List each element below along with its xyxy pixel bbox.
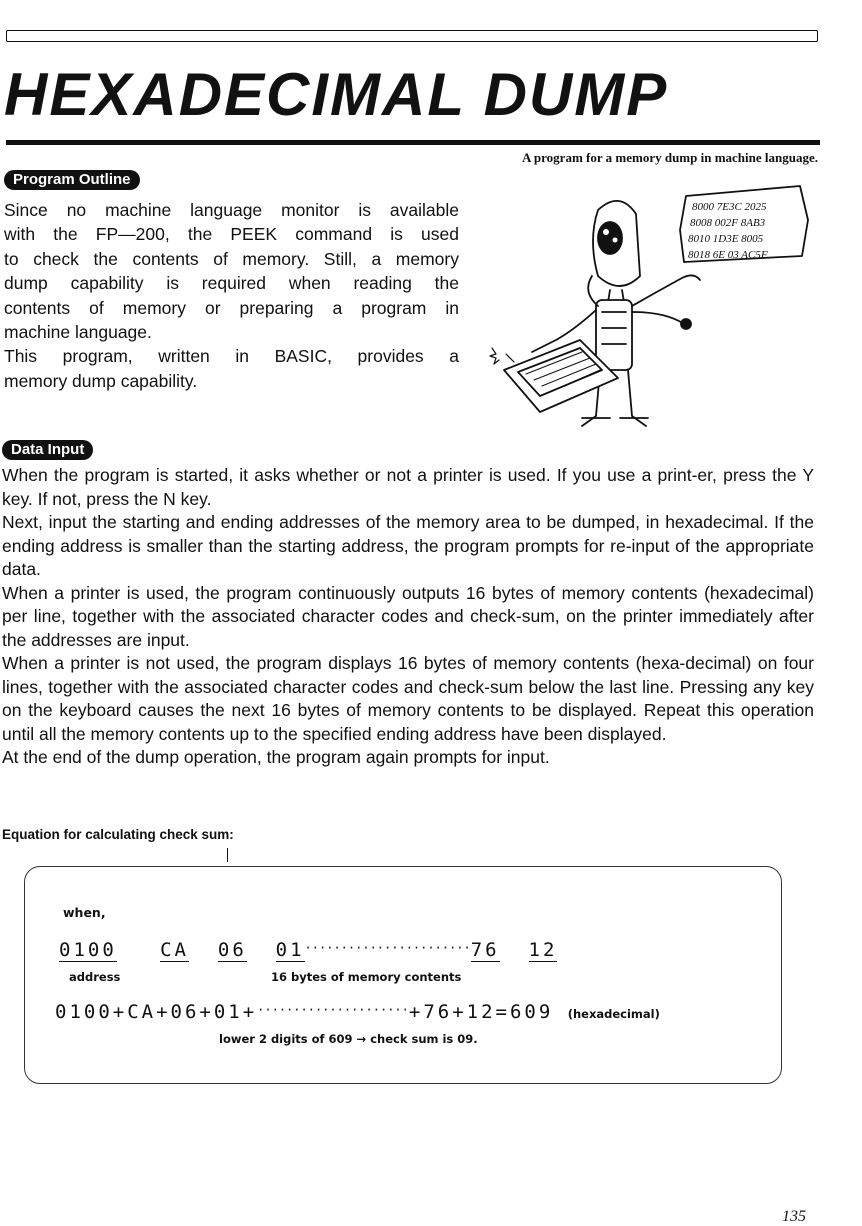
top-rule <box>6 30 818 42</box>
sheet-line: 8000 7E3C 2025 <box>692 201 767 213</box>
byte-value: CA <box>160 939 189 961</box>
outline-line: to check the contents of memory. Still, a memory <box>4 248 459 269</box>
byte-value: 12 <box>528 939 558 961</box>
check-sum-note: lower 2 digits of 609 → check sum is 09. <box>219 1032 478 1046</box>
bytes-label: 16 bytes of memory contents <box>271 970 462 984</box>
page-number: 135 <box>782 1208 806 1225</box>
robot-left-arm <box>532 276 598 352</box>
paragraph: When the program is started, it asks whether or not a printer is used. If you use a print-er, press the Y key. If not, press the N key. <box>2 465 814 509</box>
when-label: when, <box>63 905 106 920</box>
equation-heading: Equation for calculating check sum: <box>2 827 234 842</box>
paragraph: Next, input the starting and ending addresses of the memory area to be dumped, in hexadecimal. If the ending address is smaller than the starting address, the program prompts for re-input of the appropriate data. <box>2 512 814 579</box>
program-outline-text <box>4 198 459 393</box>
data-input-heading: Data Input <box>2 440 93 460</box>
robot-right-arm <box>632 275 700 324</box>
sum-row: 0100+CA+06+01+·····················+76+12=609 (hexadecimal) <box>55 1001 660 1023</box>
checksum-equation-box <box>24 866 782 1084</box>
paragraph: When a printer is not used, the program displays 16 bytes of memory contents (hexa-decimal) on four lines, together with the associated character codes and check-sum below the last line. Pressing any key on the keyboard causes the next 16 bytes of memory contents to be displayed. Repeat this operation until all the memory contents up to the specified ending address have been displayed. <box>2 653 814 744</box>
sum-expression-start: 0100+CA+06+01+ <box>55 1001 258 1023</box>
outline-line: Since no machine language monitor is available <box>4 200 459 220</box>
title-rule <box>6 140 820 145</box>
outline-line: with the FP—200, the PEEK command is used <box>4 224 459 245</box>
outline-line: machine language. <box>4 322 152 343</box>
equation-tick <box>227 848 228 862</box>
sheet-line: 8018 6E 03 AC5F <box>688 249 768 261</box>
data-input-text <box>2 464 814 770</box>
robot-illustration <box>470 180 820 438</box>
hex-note: (hexadecimal) <box>567 1007 660 1021</box>
sheet-line: 8008 002F 8AB3 <box>690 217 766 229</box>
paragraph: When a printer is used, the program continuously outputs 16 bytes of memory contents (hexadecimal) per line, together with the associated character codes and check-sum, on the printer immediately after the addresses are input. <box>2 582 814 650</box>
byte-value: 06 <box>217 939 247 961</box>
outline-line: This program, written in BASIC, provides a <box>4 346 459 367</box>
byte-value: 01 <box>275 939 305 961</box>
byte-value: 76 <box>470 939 500 961</box>
paragraph: At the end of the dump operation, the program again prompts for input. <box>2 747 550 767</box>
address-label: address <box>69 970 121 984</box>
outline-line: dump capability is required when reading the <box>4 273 459 294</box>
sum-expression-end: +76+12=609 <box>408 1001 554 1023</box>
page-title: HEXADECIMAL DUMP <box>4 61 669 128</box>
memory-row: 0100 CA 06 01·······················76 12 <box>59 939 558 961</box>
outline-line: contents of memory or preparing a program in <box>4 297 459 318</box>
outline-line: memory dump capability. <box>4 370 198 391</box>
robot-torso <box>596 300 632 370</box>
robot-eye <box>598 222 622 254</box>
sheet-line: 8010 1D3E 8005 <box>688 233 764 245</box>
page-subtitle: A program for a memory dump in machine language. <box>522 150 818 165</box>
address-value: 0100 <box>59 939 117 961</box>
program-outline-heading: Program Outline <box>4 170 140 190</box>
